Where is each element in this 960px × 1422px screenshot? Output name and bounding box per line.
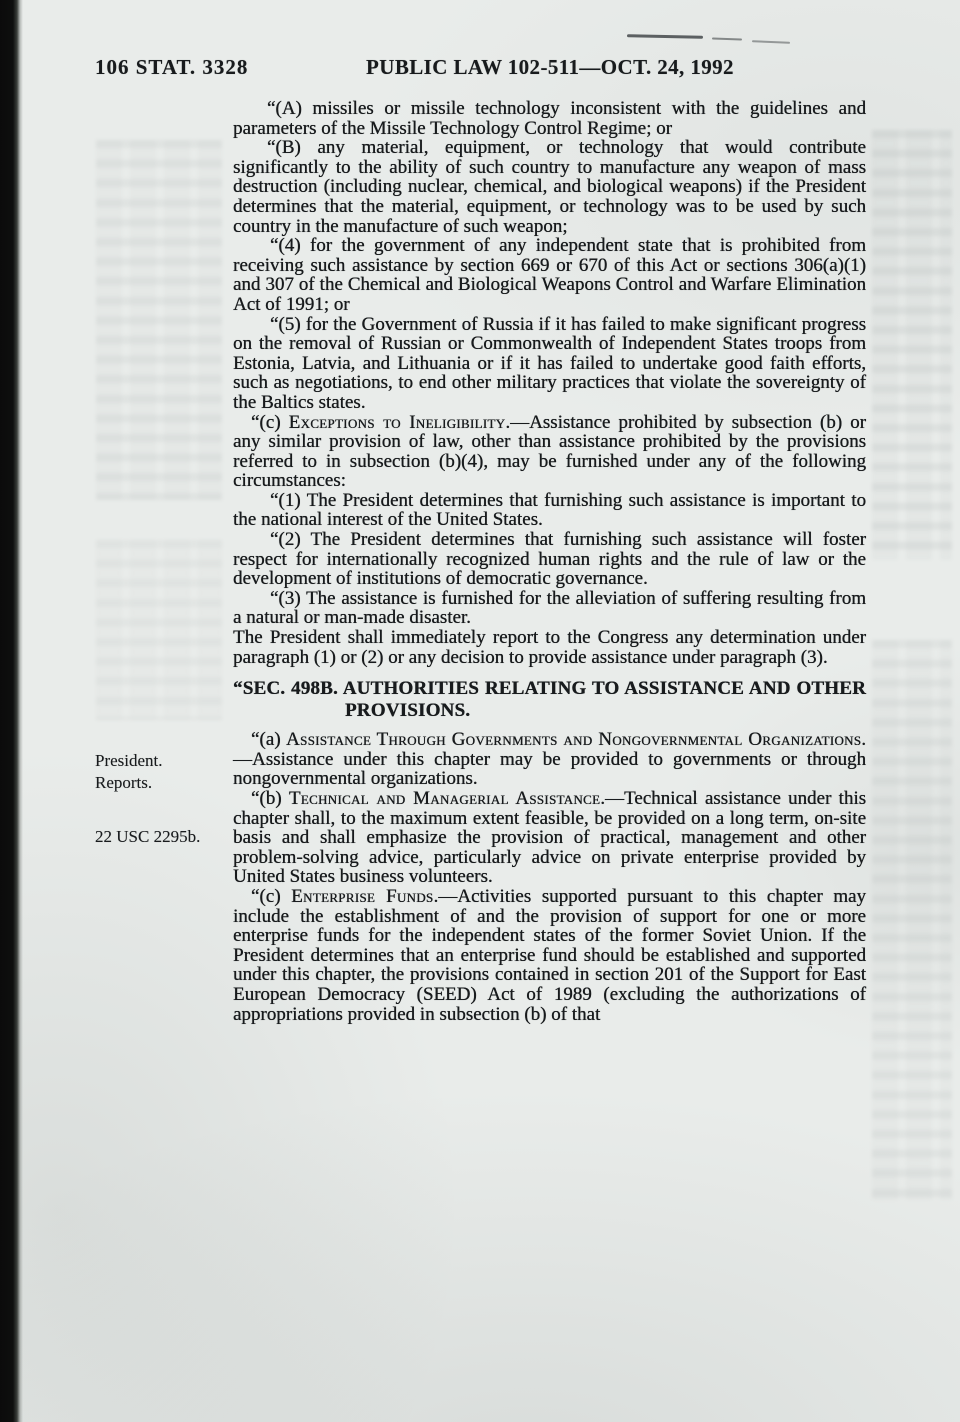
statute-text-column: [233, 99, 866, 1024]
text-run: “(4) for the government of any independent state that is prohibited from receiving such assistance by section 669 or 670 of this Act or sections 306(a)(1) and 307 of the Chemical and Biological Weapons Control and Warfare Elimination Act of 1991; or: [233, 235, 866, 315]
scan-edge-shadow: [0, 0, 23, 1422]
subparagraph-B: [233, 138, 866, 236]
text-run: .—Technical assistance under this chapter shall, to the maximum extent feasible, be provided on a long term, on-site basis and shall emphasize the provision of practical, management and other problem-solving advice, particularly advice on private enterprise provided by United States business volunteers.: [233, 788, 866, 888]
subparagraph-A: [233, 99, 866, 138]
small-caps-run: Technical and Managerial Assistance: [288, 788, 601, 809]
scan-artifact-line: [712, 37, 742, 40]
subsection-a-assistance: [233, 730, 866, 789]
text-run: “(5) for the Government of Russia if it has failed to make significant progress on the removal of Russian or Commonwealth of Independent States troops from Estonia, Latvia, and Lithuania or if it has failed to undertake good faith efforts, such as negotiations, to end other military practices that violate the sovereignty of the Baltics states.: [233, 313, 866, 413]
text-run: “(3) The assistance is furnished for the alleviation of suffering resulting from a natural or man-made disaster.: [233, 587, 866, 629]
text-run: “(2) The President determines that furnishing such assistance will foster respect for internationally recognized human rights and the rule of law or the development of institutions of democratic governance.: [233, 529, 866, 590]
small-caps-run: Assistance Through Governments and Nongovernmental Organizations: [286, 729, 862, 751]
scan-artifact-line: [752, 40, 790, 44]
scan-artifact-line: [627, 34, 703, 39]
paragraph-1: [233, 491, 866, 530]
text-run: .—Activities supported pursuant to this chapter may include the establishment of and the provision of support for one or more enterprise funds for the independent states of the former Soviet Union. If the President determines that an enterprise fund should be established and supported under this chapter, the provisions contained in section 201 of the Support for East European Democracy (SEED) Act of 1989 (excluding the authorizations of appropriations provided in subsection (b) of that: [233, 885, 866, 1025]
subsection-b-technical: [233, 789, 866, 887]
text-run: “(b): [251, 788, 289, 809]
paragraph-3: [233, 589, 866, 628]
margin-note-usc-cite: 22 USC 2295b.: [95, 827, 201, 846]
subsection-c-enterprise-funds: [233, 887, 866, 1024]
text-run: “(c): [251, 411, 289, 433]
stat-page-number: 106 STAT. 3328: [95, 55, 249, 79]
text-run: The President shall immediately report to the Congress any determination under paragraph (1) or (2) or any decision to provide assistance under paragraph (3).: [233, 627, 866, 668]
bleed-through-texture: [872, 130, 952, 560]
paragraph-5: [233, 315, 866, 413]
flush-president-report: [233, 628, 866, 667]
section-498B-heading: [233, 678, 866, 721]
bleed-through-texture: [96, 140, 222, 500]
text-run: .—Assistance prohibited by subsection (b) or any similar provision of law, other than assistance prohibited by the provisions referred to in subsection (b)(4), may be furnished under any of the following circumstances:: [233, 411, 866, 492]
subsection-c-exceptions: [233, 413, 866, 491]
margin-note-line: President.: [95, 751, 163, 770]
text-run: “(A) missiles or missile technology inconsistent with the guidelines and parameters of the Missile Technology Control Regime; or: [233, 98, 866, 139]
text-run: “SEC. 498B. AUTHORITIES RELATING TO ASSISTANCE AND OTHER PROVISIONS.: [233, 678, 866, 721]
text-run: “(B) any material, equipment, or technology that would contribute significantly to the ability of such country to manufacture any weapon of mass destruction (including nuclear, chemical, and biological weapons) if the President determines that the material, equipment, or technology was to be used by such country in the manufacture of such weapon;: [233, 137, 866, 237]
paragraph-2: [233, 530, 866, 589]
law-running-title: PUBLIC LAW 102-511—OCT. 24, 1992: [366, 55, 734, 79]
bleed-through-texture: [872, 640, 952, 1200]
text-run: “(c): [251, 885, 292, 907]
small-caps-run: Exceptions to Ineligibility: [288, 411, 506, 433]
text-run: .—Assistance under this chapter may be provided to governments or through nongovernmental organizations.: [233, 729, 866, 790]
margin-note-line: Reports.: [95, 772, 153, 792]
bleed-through-texture: [96, 540, 222, 720]
paragraph-4: [233, 236, 866, 314]
text-run: “(a): [251, 729, 287, 751]
text-run: “(1) The President determines that furnishing such assistance is important to the national interest of the United States.: [233, 489, 866, 531]
small-caps-run: Enterprise Funds: [291, 885, 434, 907]
margin-note-president-reports: [95, 750, 230, 793]
